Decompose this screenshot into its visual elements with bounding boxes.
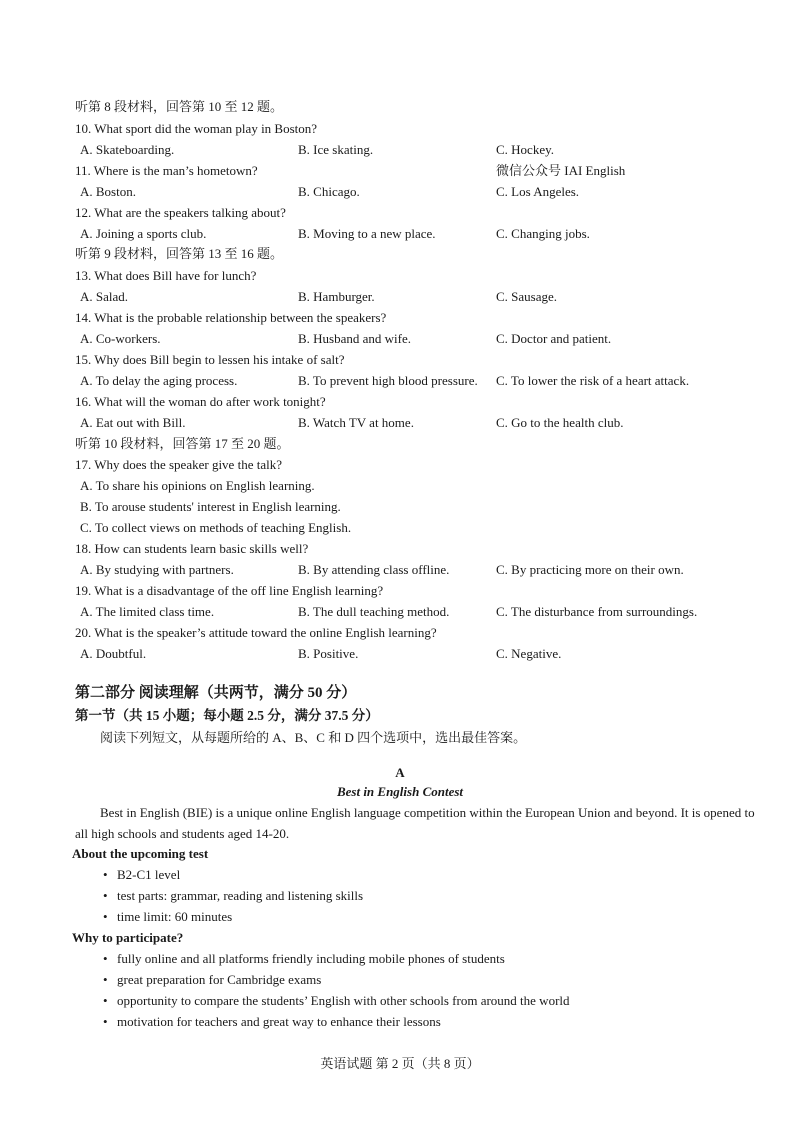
instruction-segment-8: 听第 8 段材料，回答第 10 至 12 题。 bbox=[75, 99, 284, 114]
test-heading: About the upcoming test bbox=[72, 846, 209, 861]
passage-letter: A bbox=[395, 765, 405, 780]
q11-option-a: A. Boston. bbox=[80, 184, 136, 199]
q19-option-b: B. The dull teaching method. bbox=[298, 604, 450, 619]
why-item: • fully online and all platforms friendly including mobile phones of students bbox=[103, 951, 505, 966]
question-16: 16. What will the woman do after work tonight? bbox=[75, 394, 326, 409]
q14-option-b: B. Husband and wife. bbox=[298, 331, 412, 346]
question-12: 12. What are the speakers talking about? bbox=[75, 205, 286, 220]
question-14: 14. What is the probable relationship between the speakers? bbox=[75, 310, 387, 325]
q16-option-c: C. Go to the health club. bbox=[496, 415, 624, 430]
q19-option-a: A. The limited class time. bbox=[80, 604, 215, 619]
why-item: • motivation for teachers and great way to enhance their lessons bbox=[103, 1014, 441, 1029]
test-item: • time limit: 60 minutes bbox=[103, 909, 233, 924]
section-one-title: 第一节（共 15 小题；每小题 2.5 分，满分 37.5 分） bbox=[75, 708, 379, 723]
question-15: 15. Why does Bill begin to lessen his intake of salt? bbox=[75, 352, 345, 367]
question-11: 11. Where is the man’s hometown? bbox=[75, 163, 258, 178]
watermark-text: 微信公众号 IAI English bbox=[496, 163, 626, 178]
q12-option-a: A. Joining a sports club. bbox=[80, 226, 207, 241]
q19-option-c: C. The disturbance from surroundings. bbox=[496, 604, 698, 619]
q18-option-c: C. By practicing more on their own. bbox=[496, 562, 684, 577]
q13-option-b: B. Hamburger. bbox=[298, 289, 375, 304]
q20-option-a: A. Doubtful. bbox=[80, 646, 147, 661]
page-footer: 英语试题 第 2 页（共 8 页） bbox=[320, 1056, 480, 1071]
why-item: • opportunity to compare the students’ English with other schools from around the world bbox=[103, 993, 570, 1008]
q12-option-c: C. Changing jobs. bbox=[496, 226, 590, 241]
q13-option-a: A. Salad. bbox=[80, 289, 129, 304]
q15-option-c: C. To lower the risk of a heart attack. bbox=[496, 373, 690, 388]
passage-intro: Best in English (BIE) is a unique online English language competition within the European Union and beyond. It is opened to all high schools and students aged 14-20. bbox=[75, 805, 755, 841]
q13-option-c: C. Sausage. bbox=[496, 289, 558, 304]
why-heading: Why to participate? bbox=[72, 930, 184, 945]
q15-option-b: B. To prevent high blood pressure. bbox=[298, 373, 478, 388]
q20-option-b: B. Positive. bbox=[298, 646, 359, 661]
question-17: 17. Why does the speaker give the talk? bbox=[75, 457, 282, 472]
question-20: 20. What is the speaker’s attitude toward the online English learning? bbox=[75, 625, 437, 640]
why-item: • great preparation for Cambridge exams bbox=[103, 972, 322, 987]
q12-option-b: B. Moving to a new place. bbox=[298, 226, 436, 241]
question-13: 13. What does Bill have for lunch? bbox=[75, 268, 257, 283]
part-two-title: 第二部分 阅读理解（共两节，满分 50 分） bbox=[75, 685, 357, 701]
q15-option-a: A. To delay the aging process. bbox=[80, 373, 238, 388]
q14-option-a: A. Co-workers. bbox=[80, 331, 161, 346]
q10-option-c: C. Hockey. bbox=[496, 142, 555, 157]
q18-option-b: B. By attending class offline. bbox=[298, 562, 450, 577]
q20-option-c: C. Negative. bbox=[496, 646, 562, 661]
q14-option-c: C. Doctor and patient. bbox=[496, 331, 612, 346]
q16-option-a: A. Eat out with Bill. bbox=[80, 415, 186, 430]
test-item: • B2-C1 level bbox=[103, 867, 181, 882]
q17-option-c: C. To collect views on methods of teaching English. bbox=[80, 520, 352, 535]
q10-option-a: A. Skateboarding. bbox=[80, 142, 175, 157]
q16-option-b: B. Watch TV at home. bbox=[298, 415, 414, 430]
instruction-segment-10: 听第 10 段材料，回答第 17 至 20 题。 bbox=[75, 436, 290, 451]
q17-option-a: A. To share his opinions on English learning. bbox=[80, 478, 315, 493]
passage-title: Best in English Contest bbox=[336, 784, 464, 799]
question-10: 10. What sport did the woman play in Boston? bbox=[75, 121, 318, 136]
reading-instruction: 阅读下列短文，从每题所给的 A、B、C 和 D 四个选项中，选出最佳答案。 bbox=[100, 730, 527, 745]
question-18: 18. How can students learn basic skills well? bbox=[75, 541, 309, 556]
instruction-segment-9: 听第 9 段材料，回答第 13 至 16 题。 bbox=[75, 246, 284, 261]
q11-option-c: C. Los Angeles. bbox=[496, 184, 580, 199]
test-item: • test parts: grammar, reading and listening skills bbox=[103, 888, 364, 903]
q11-option-b: B. Chicago. bbox=[298, 184, 360, 199]
q17-option-b: B. To arouse students' interest in English learning. bbox=[80, 499, 341, 514]
q10-option-b: B. Ice skating. bbox=[298, 142, 374, 157]
question-19: 19. What is a disadvantage of the off line English learning? bbox=[75, 583, 384, 598]
q18-option-a: A. By studying with partners. bbox=[80, 562, 234, 577]
